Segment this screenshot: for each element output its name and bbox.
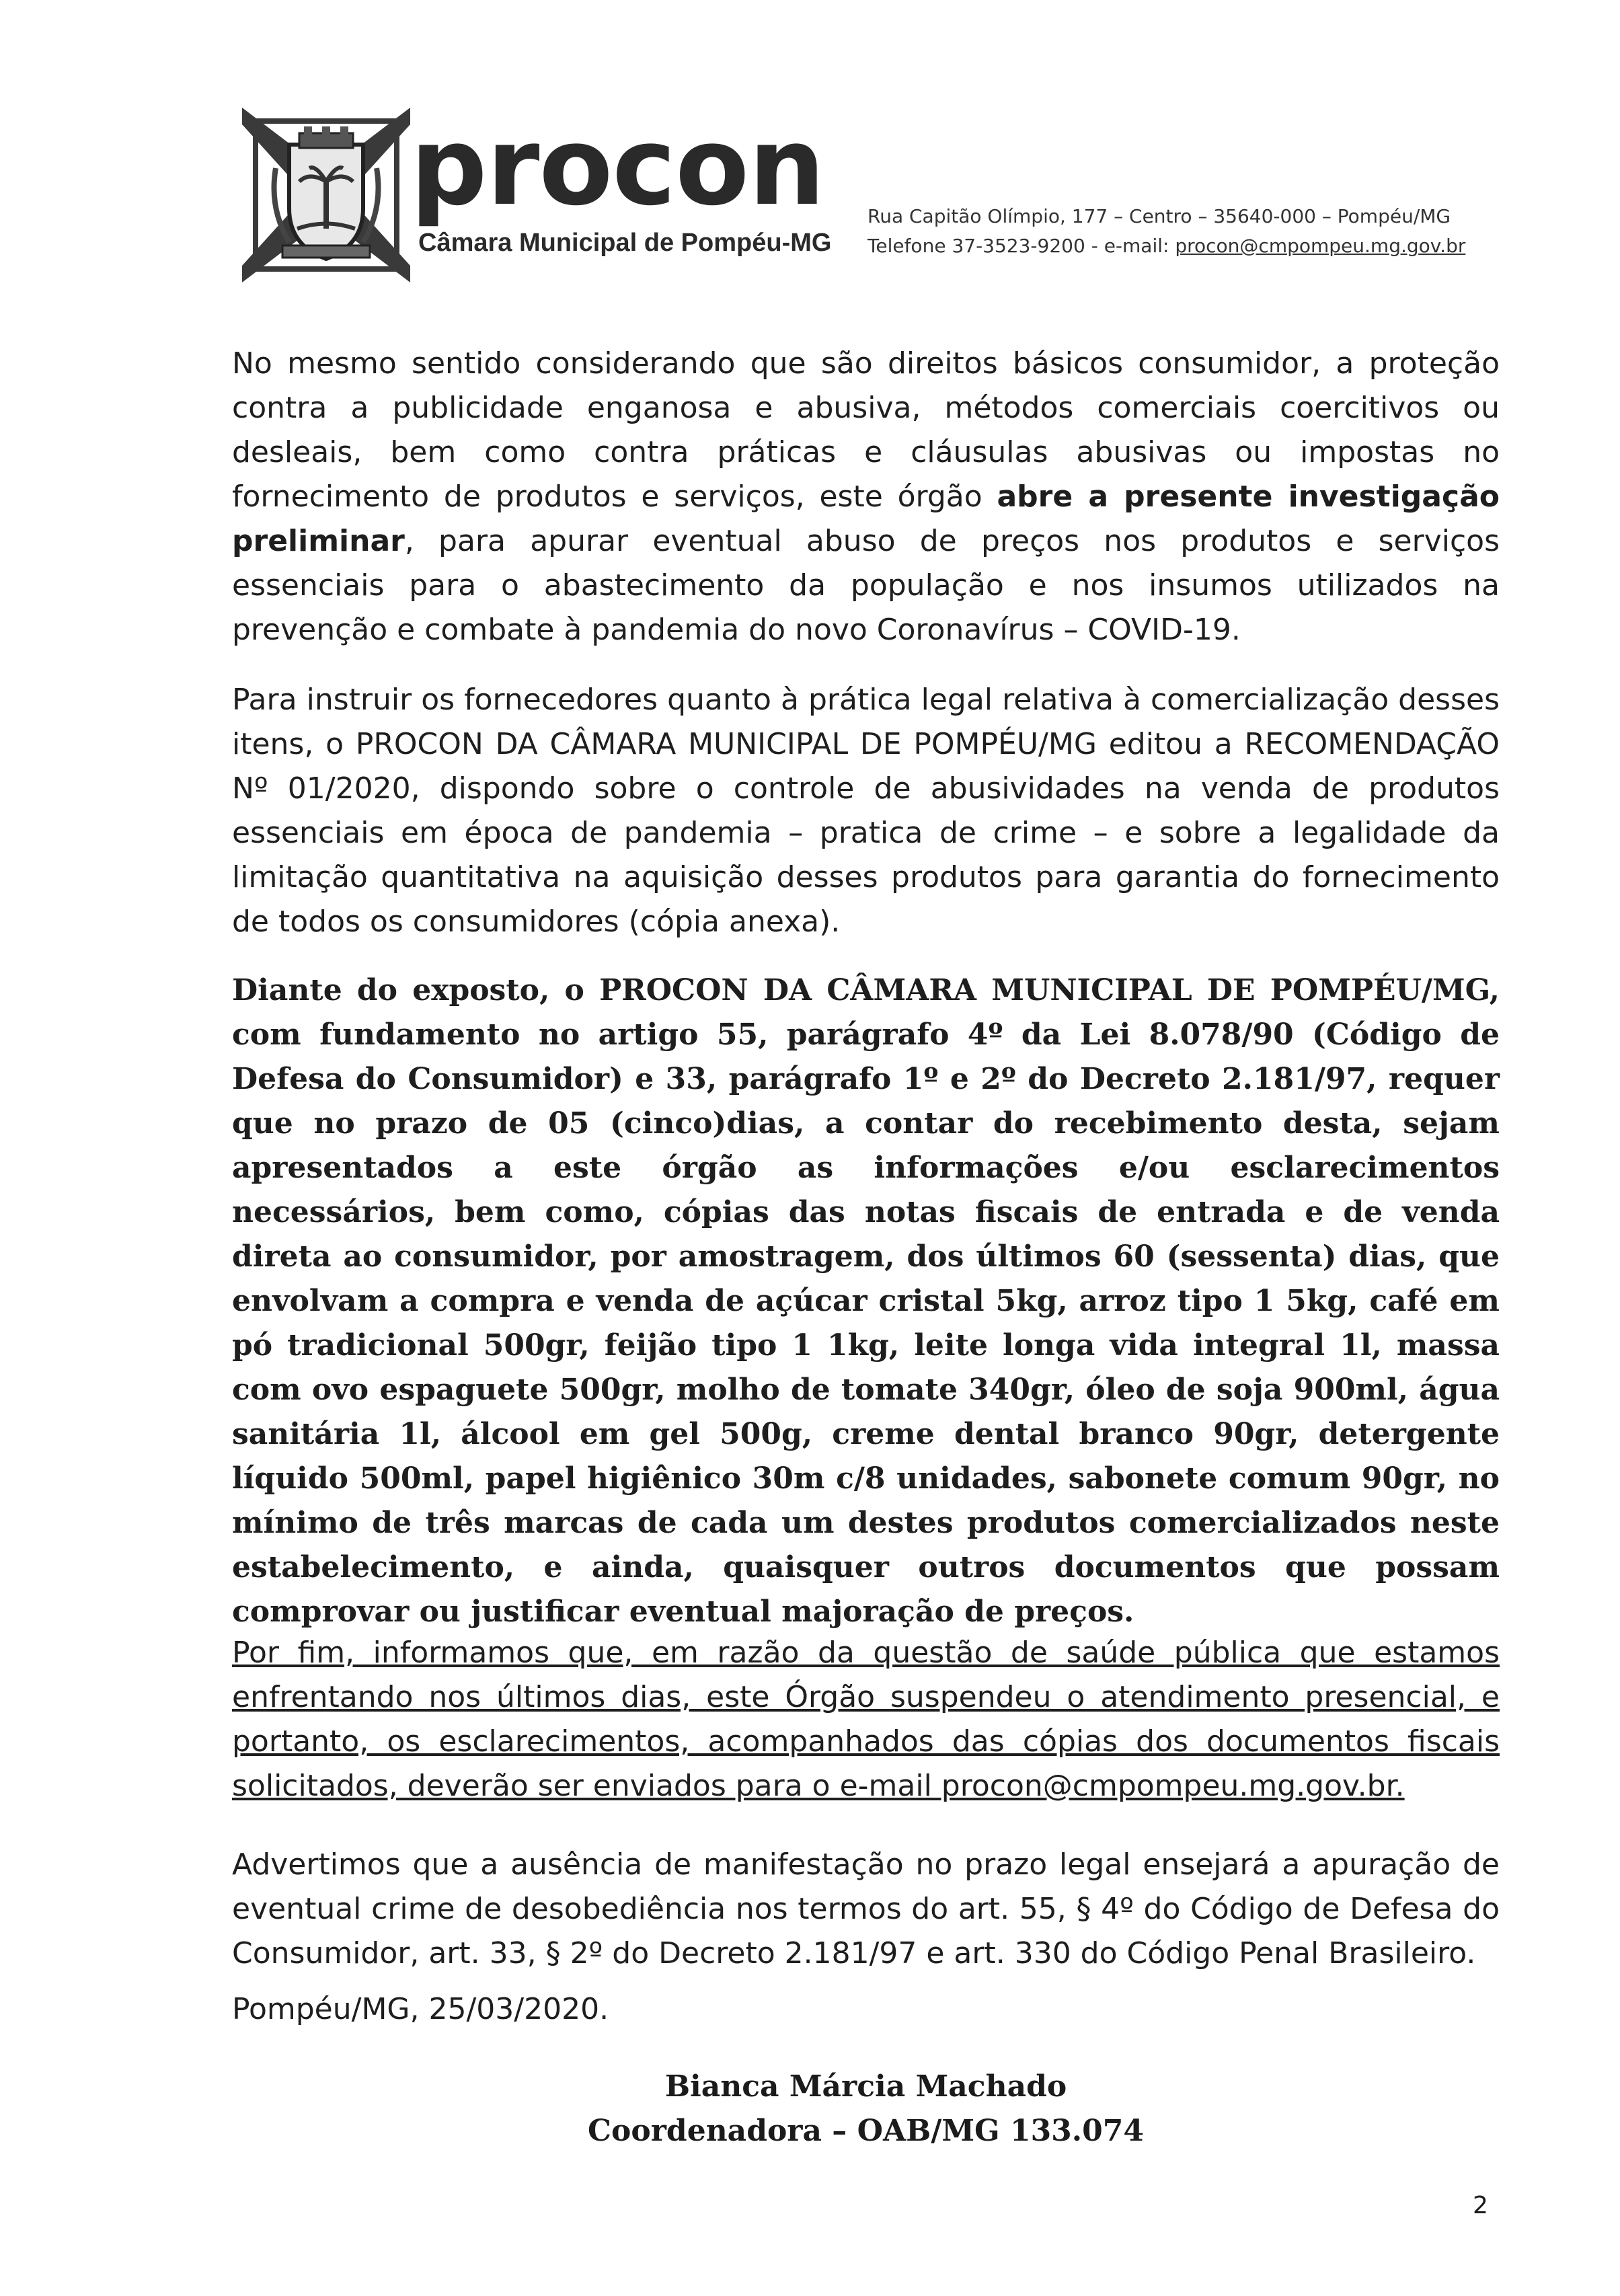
paragraph-investigation — [232, 342, 1500, 652]
paragraph-lead: No mesmo sentido considerando que são direitos básicos consumidor, a proteção contra a publicidade enganosa e abusiva, métodos comerciais coercitivos ou desleais, bem como contra práticas e cláusulas abusivas ou impostas no fornecimento de produtos e serviços, este órgão — [232, 346, 1500, 514]
brand-name: procon — [410, 104, 825, 229]
brand-subtitle: Câmara Municipal de Pompéu-MG — [418, 229, 832, 257]
paragraph-emphasis: abre a presente investigação preliminar — [232, 480, 1500, 558]
contact-info — [867, 202, 1465, 261]
signatory-role: Coordenadora – OAB/MG 133.074 — [588, 2114, 1144, 2148]
paragraph-warning: Advertimos que a ausência de manifestação no prazo legal ensejará a apuração de eventual crime de desobediência nos termos do art. 55, § 4º do Código de Defesa do Consumidor, art. 33, § 2º do Decreto 2.181/97 e art. 330 do Código Penal Brasileiro. — [232, 1847, 1500, 1970]
phone-line — [867, 231, 1465, 261]
page-number: 2 — [1473, 2192, 1488, 2219]
signatory-name: Bianca Márcia Machado — [664, 2069, 1067, 2104]
phone-text: Telefone 37-3523-9200 - e-mail: — [867, 235, 1175, 257]
paragraph-tail: , para apurar eventual abuso de preços nos produtos e serviços essenciais para o abastecimento da população e nos insumos utilizados na prevenção e combate à pandemia do novo Coronavírus – COVID-19. — [232, 524, 1500, 647]
address-line: Rua Capitão Olímpio, 177 – Centro – 35640-000 – Pompéu/MG — [867, 205, 1451, 227]
paragraph-email-instruction: Por fim, informamos que, em razão da questão de saúde pública que estamos enfrentando nos últimos dias, este Órgão suspendeu o atendimento presencial, e portanto, os esclarecimentos, acompanhados das cópias dos documentos fiscais solicitados, deverão ser enviados para o e-mail procon@cmpompeu.mg.gov.br. — [232, 1636, 1500, 1803]
signature-block — [232, 2065, 1500, 2153]
paragraph-recommendation: Para instruir os fornecedores quanto à prática legal relativa à comercialização desses itens, o PROCON DA CÂMARA MUNICIPAL DE POMPÉU/MG editou a RECOMENDAÇÃO Nº 01/2020, dispondo sobre o controle de abusividades na venda de produtos essenciais em época de pandemia – pratica de crime – e sobre a legalidade da limitação quantitativa na aquisição desses produtos para garantia do fornecimento de todos os consumidores (cópia anexa). — [232, 683, 1500, 939]
date-line: Pompéu/MG, 25/03/2020. — [232, 1992, 609, 2026]
letterhead — [242, 101, 1520, 296]
municipal-coat-of-arms-icon — [242, 108, 410, 282]
paragraph-request: Diante do exposto, o PROCON DA CÂMARA MUNICIPAL DE POMPÉU/MG, com fundamento no artigo 55, parágrafo 4º da Lei 8.078/90 (Código de Defesa do Consumidor) e 33, parágrafo 1º e 2º do Decreto 2.181/97, requer que no prazo de 05 (cinco)dias, a contar do recebimento desta, sejam apresentados a este órgão as informações e/ou esclarecimentos necessários, bem como, cópias das notas fiscais de entrada e de venda direta ao consumidor, por amostragem, dos últimos 60 (sessenta) dias, que envolvam a compra e venda de açúcar cristal 5kg, arroz tipo 1 5kg, café em pó tradicional 500gr, feijão tipo 1 1kg, leite longa vida integral 1l, massa com ovo espaguete 500gr, molho de tomate 340gr, óleo de soja 900ml, água sanitária 1l, álcool em gel 500g, creme dental branco 90gr, detergente líquido 500ml, papel higiênico 30m c/8 unidades, sabonete comum 90gr, no mínimo de três marcas de cada um destes produtos comercializados neste estabelecimento, e ainda, quaisquer outros documentos que possam comprovar ou justificar eventual majoração de preços. — [232, 973, 1500, 1629]
email-link[interactable]: procon@cmpompeu.mg.gov.br — [1175, 235, 1466, 257]
